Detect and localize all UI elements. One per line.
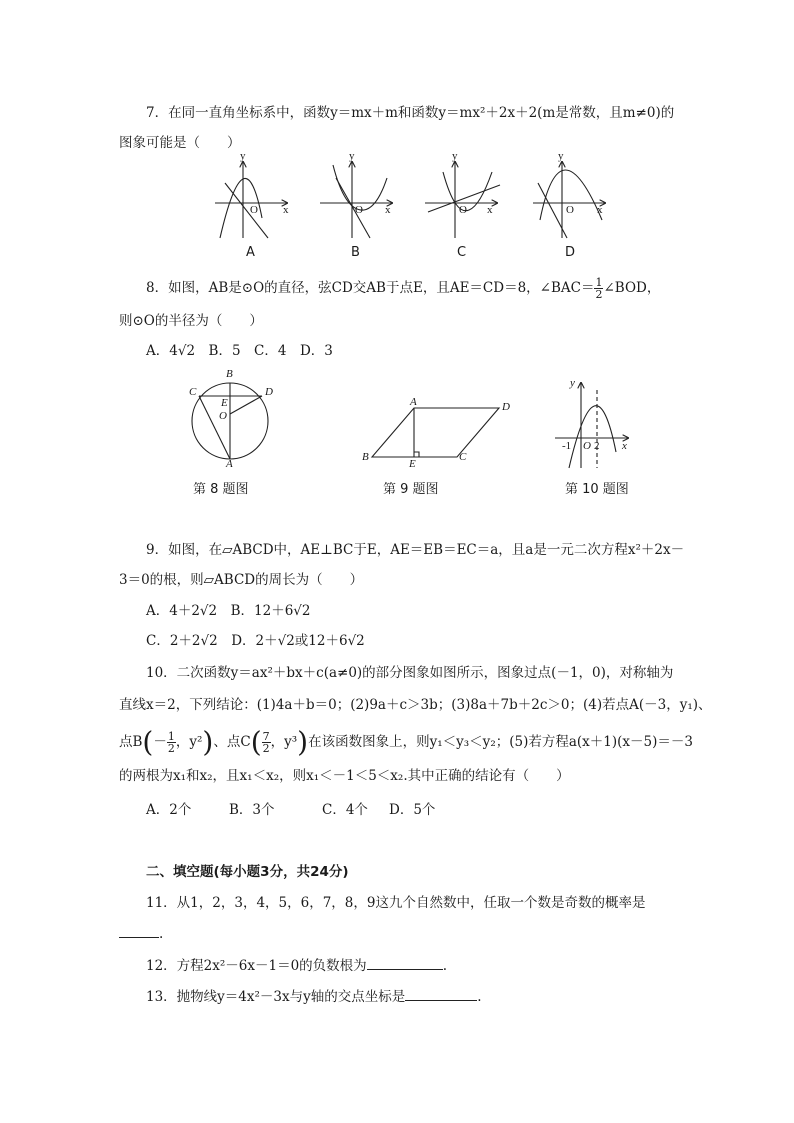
q12-answer-blank[interactable] — [367, 957, 443, 970]
q10-choice-c: C．4个 — [322, 802, 368, 818]
q7-graph-c — [425, 162, 500, 238]
q10-choice-a: A．2个 — [146, 802, 192, 818]
q10-frac2-den: 2 — [262, 742, 270, 755]
q7-graph-d — [533, 162, 605, 238]
q10-frac2-num: 7 — [262, 730, 270, 743]
fig9-parallelogram — [372, 408, 499, 457]
q13-end: . — [477, 989, 482, 1005]
q8-line1 — [146, 277, 660, 300]
fig9-label-d: D — [502, 401, 510, 413]
fig10-parabola — [555, 383, 628, 468]
q13-text: 13．抛物线y＝4x²－3x与y轴的交点坐标是 — [146, 989, 406, 1005]
q7-line2: 图象可能是（ ） — [119, 135, 241, 151]
q12-line — [146, 957, 447, 975]
q7-line1: 7．在同一直角坐标系中，函数y＝mx＋m和函数y＝mx²＋2x＋2(m是常数，且m≠0)的 — [146, 105, 675, 121]
q10-frac1 — [167, 731, 176, 754]
q10-line3d: 、点C — [213, 734, 251, 750]
q9-line1: 9．如图，在▱ABCD中，AE⊥BC于E，AE＝EB＝EC＝a，且a是一元二次方程x²＋2x－ — [146, 542, 685, 558]
q8-line2: 则⊙O的半径为（ ） — [119, 313, 263, 329]
q8-frac-den: 2 — [595, 288, 603, 301]
fig10-label-neg1: -1 — [562, 440, 572, 452]
q7-c-y-label: y — [452, 150, 458, 162]
q7-b-origin: O — [355, 204, 363, 216]
fig8-label-b: B — [226, 368, 233, 380]
q9-choices1: A．4＋2√2 B．12＋6√2 — [146, 603, 311, 619]
q7-option-d: D — [565, 245, 576, 260]
q10-line3: 点B(－ $\frac{1}{2}$ ，y²)、点C( $\frac{7}{2}$ ，y³)在该函数图象上，则y₁＜y₃＜y₂；(5)若方程a(x＋1)(x－5)＝－3 — [119, 725, 693, 759]
q11-answer-blank[interactable] — [119, 925, 159, 938]
q10-choice-d: D．5个 — [389, 802, 436, 818]
fig10-caption: 第 10 题图 — [565, 482, 629, 497]
q10-line3e: ，y³ — [270, 734, 298, 750]
q10-frac1-den: 2 — [167, 742, 175, 755]
q12-end: . — [442, 958, 447, 974]
q10-line3a: 点B — [119, 734, 143, 750]
q8-line1a: 8．如图，AB是⊙O的直径，弦CD交AB于点E，且AE＝CD＝8，∠BAC＝ — [146, 280, 595, 296]
fig9-label-c: C — [459, 451, 467, 463]
q7-a-x-label: x — [283, 204, 289, 216]
fig9-label-b: B — [362, 451, 369, 463]
q7-option-c: C — [457, 245, 467, 260]
q7-d-x-label: x — [597, 204, 603, 216]
fig8-label-a: A — [226, 458, 233, 470]
q13-answer-blank[interactable] — [405, 988, 477, 1001]
q10-line3f: 在该函数图象上，则y₁＜y₃＜y₂；(5)若方程a(x＋1)(x－5)＝－3 — [308, 734, 693, 750]
q7-a-y-label: y — [240, 150, 246, 162]
fig10-label-2: 2 — [594, 440, 600, 452]
q10-line2: 直线x＝2，下列结论：(1)4a＋b＝0；(2)9a＋c＞3b；(3)8a＋7b＋2c＞0；(4)若点A(－3，y₁)、 — [119, 697, 712, 713]
q8-frac-num: 1 — [595, 276, 603, 289]
q7-c-x-label: x — [487, 204, 493, 216]
q7-b-x-label: x — [385, 204, 391, 216]
q7-option-a: A — [246, 245, 255, 260]
fig8-label-e: E — [221, 397, 228, 409]
q11-line1: 11．从1，2，3，4，5，6，7，8，9这九个自然数中，任取一个数是奇数的概率是 — [146, 895, 646, 911]
fig10-label-y: y — [570, 377, 575, 389]
q10-frac1-num: 1 — [167, 730, 175, 743]
fig8-caption: 第 8 题图 — [193, 482, 249, 497]
fig9-label-e: E — [409, 458, 416, 470]
q10-line4: 的两根为x₁和x₂，且x₁＜x₂，则x₁＜－1＜5＜x₂.其中正确的结论有（ ） — [119, 768, 570, 784]
q10-line1: 10．二次函数y＝ax²＋bx＋c(a≠0)的部分图象如图所示，图象过点(－1，0)，对称轴为 — [146, 665, 674, 681]
q7-d-y-label: y — [558, 150, 564, 162]
fig9-label-a: A — [410, 396, 417, 408]
q11-line2 — [119, 925, 163, 943]
q7-b-y-label: y — [349, 150, 355, 162]
fig8-label-d: D — [265, 386, 273, 398]
fig10-label-x: x — [622, 440, 627, 452]
q7-option-b: B — [351, 245, 360, 260]
fig8-label-c: C — [189, 386, 197, 398]
q10-line3b: － — [153, 734, 167, 750]
fig8-circle — [192, 383, 268, 459]
q7-c-origin: O — [459, 204, 467, 216]
q12-text: 12．方程2x²－6x－1＝0的负数根为 — [146, 958, 367, 974]
q9-line2: 3＝0的根，则▱ABCD的周长为（ ） — [119, 572, 364, 588]
q13-line — [146, 988, 482, 1006]
q7-graph-a — [215, 162, 287, 238]
q11-line2-end: . — [159, 926, 164, 942]
q7-d-origin: O — [566, 204, 574, 216]
section2-title: 二、填空题(每小题3分，共24分) — [146, 864, 349, 880]
q8-choices: A．4√2 B．5 C．4 D．3 — [146, 343, 333, 359]
q7-a-origin: O — [250, 204, 258, 216]
fig9-caption: 第 9 题图 — [383, 482, 439, 497]
fig10-label-o: O — [583, 440, 591, 452]
q10-line3c: ，y² — [175, 734, 203, 750]
q10-choice-b: B．3个 — [229, 802, 275, 818]
q7-graph-b — [320, 162, 392, 238]
fig8-label-o: O — [219, 410, 227, 422]
q9-choices2: C．2＋2√2 D．2＋√2或12＋6√2 — [146, 633, 365, 649]
q10-frac2 — [262, 731, 271, 754]
q8-line1b: ∠BOD， — [603, 280, 661, 296]
